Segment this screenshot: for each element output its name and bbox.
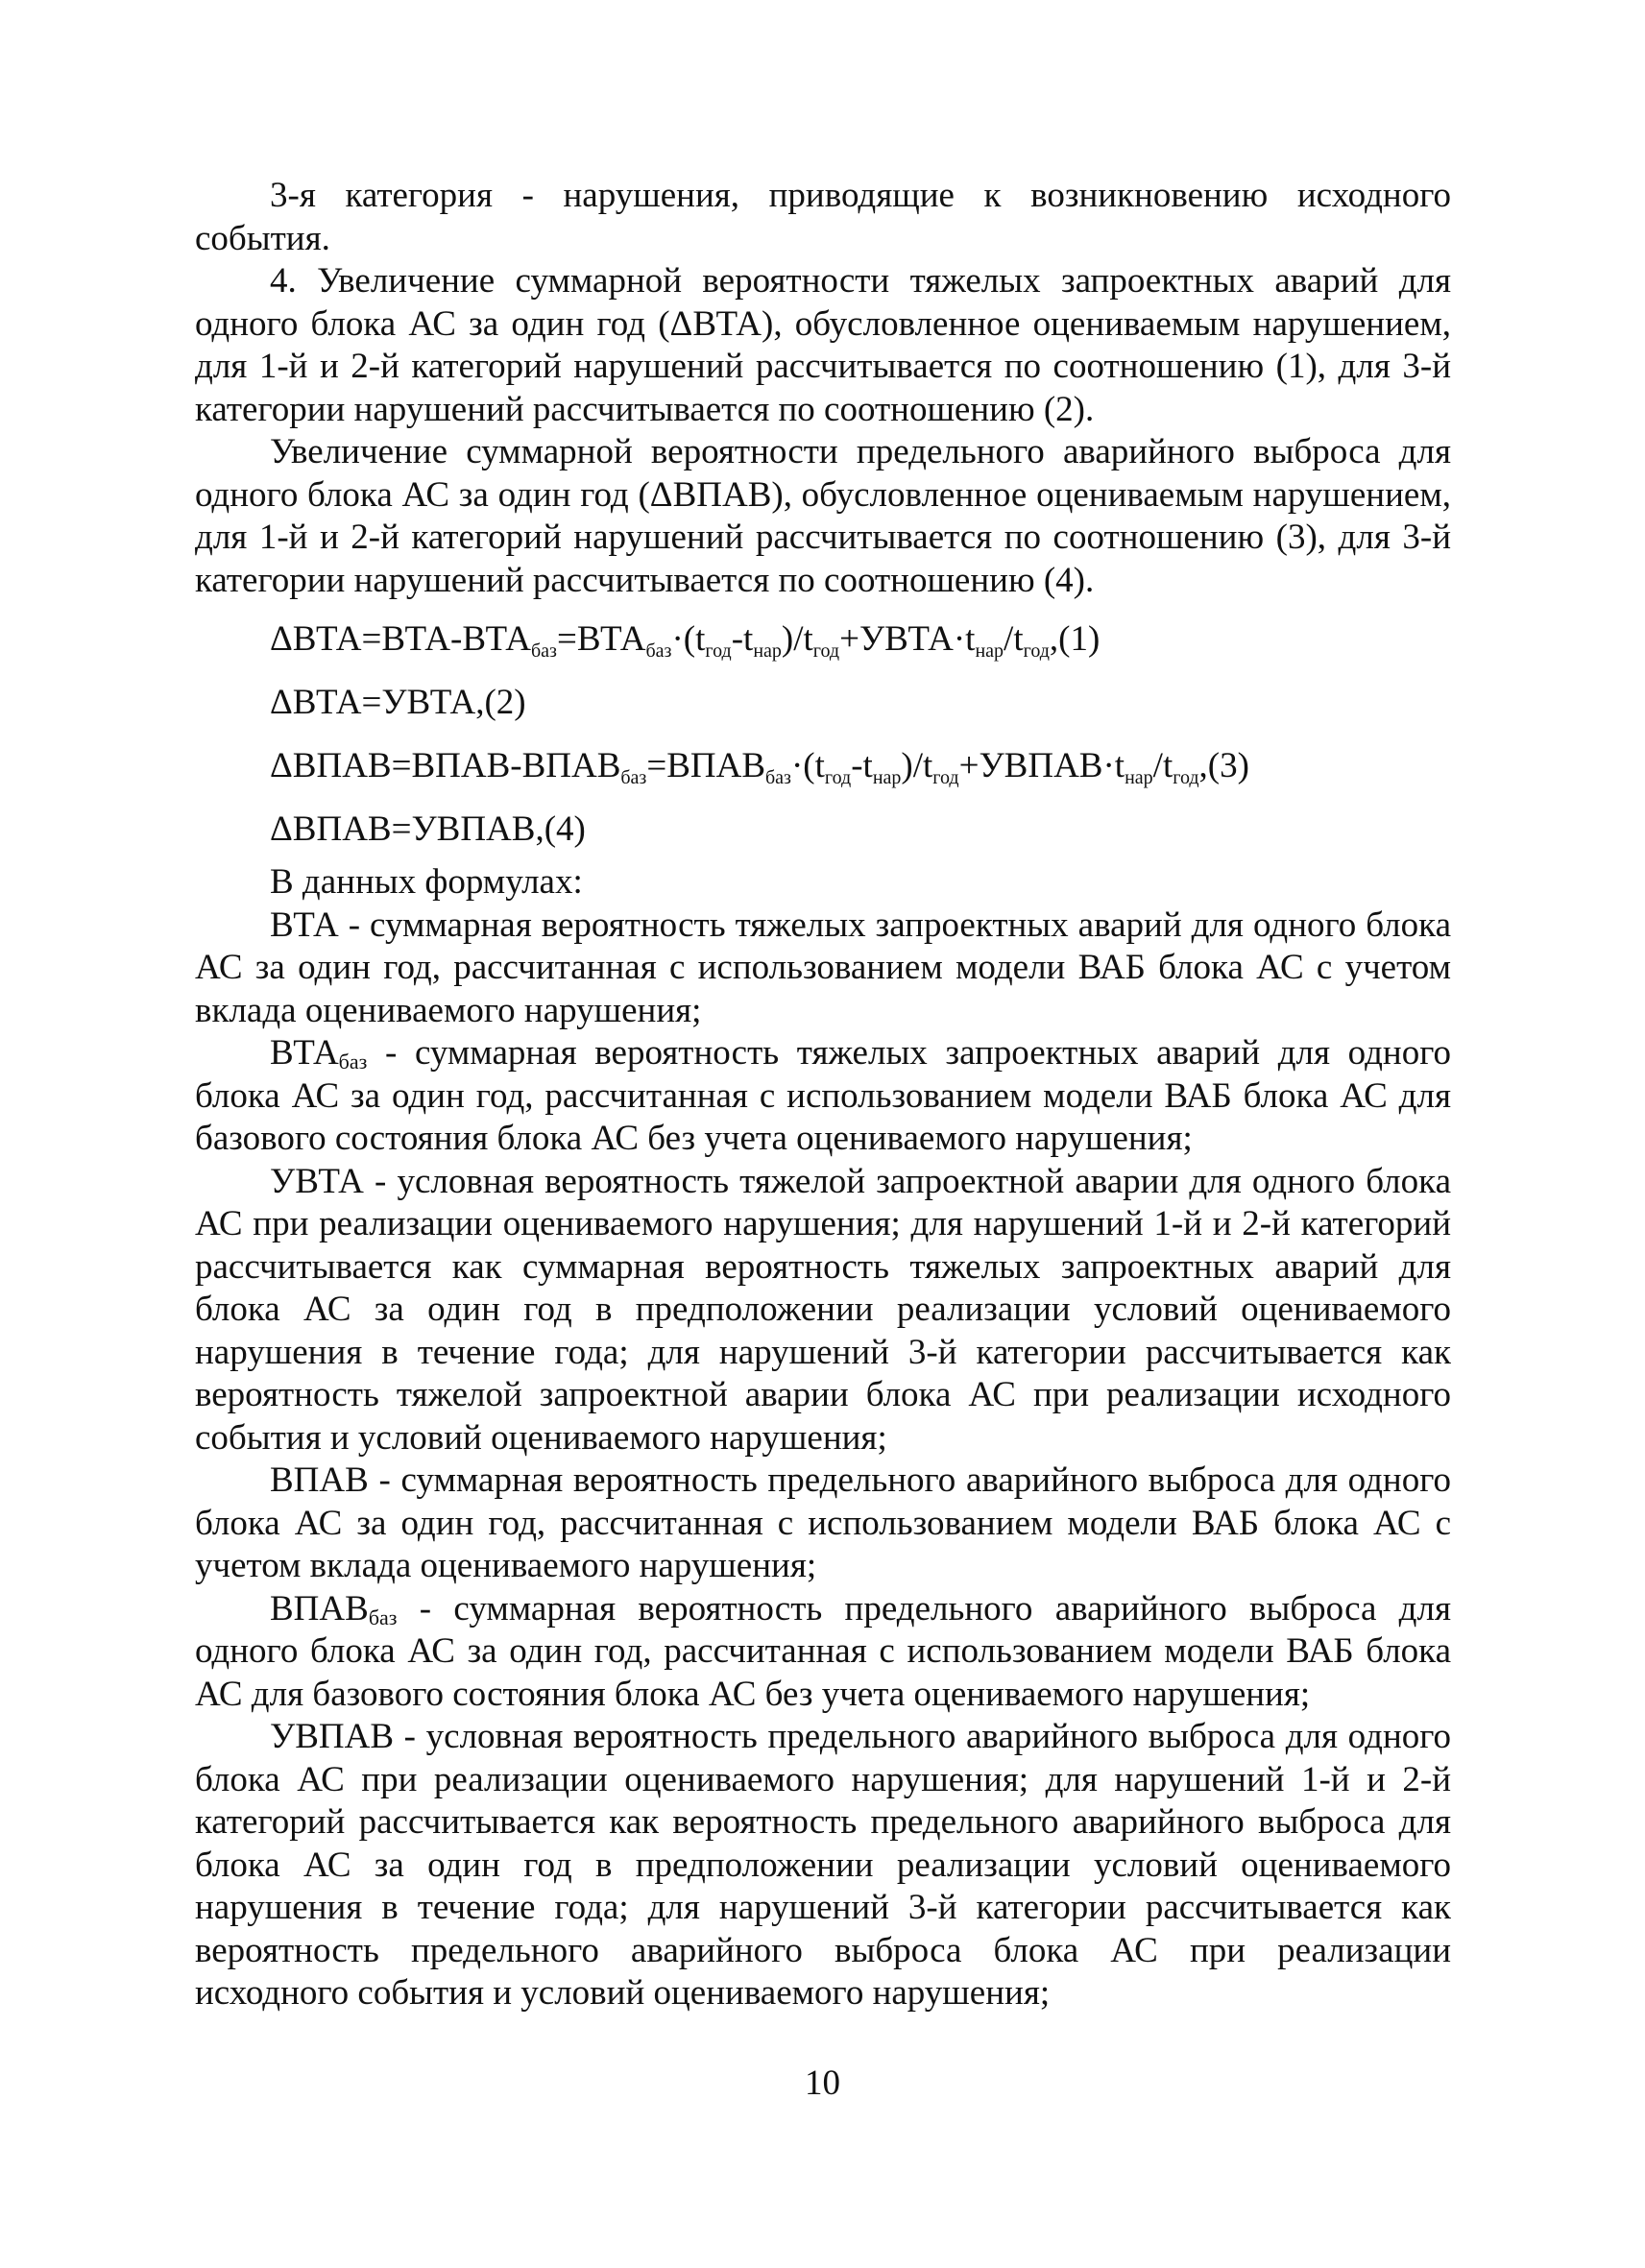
definition-text: - условная вероятность предельного аварийного выброса для одного блока АС при реализации оцениваемого нарушения; для нарушений 1-й и 2-й категорий рассчитывается как вероятность предельного аварийного выброса для блока АС за один год в предположении реализации условий оцениваемого нарушения в течение года; для нарушений 3-й категории рассчитывается как вероятность предельного аварийного выброса блока АС при реализации исходного события и условий оцениваемого нарушения; <box>195 1717 1451 2013</box>
definition-uvta <box>195 1161 1451 1460</box>
definition-term-subscript: баз <box>368 1604 398 1629</box>
definition-text: - суммарная вероятность тяжелых запроектных аварий для одного блока АС за один год, рассчитанная с использованием модели ВАБ блока АС для базового состояния блока АС без учета оцениваемого нарушения; <box>195 1033 1451 1158</box>
definition-term: ВТА <box>270 1033 339 1073</box>
paragraph-vpav-increase: Увеличение суммарной вероятности предельного аварийного выброса для одного блока АС за один год (ΔВПАВ), обусловленное оцениваемым нарушением, для 1-й и 2-й категорий нарушений рассчитывается по соотношению (3), для 3-й категории нарушений рассчитывается по соотношению (4). <box>195 432 1451 600</box>
paragraph-category-3: 3-я категория - нарушения, приводящие к возникновению исходного события. <box>195 176 1451 258</box>
formula-4: ΔВПАВ=УВПАВ,(4) <box>270 809 586 849</box>
definition-vpav <box>195 1460 1451 1588</box>
definition-term: УВТА <box>270 1161 364 1201</box>
formula-3: $\Delta ВПАВ=ВПАВ-ВПАВ_{баз}=ВПАВ_{баз}\cdot(t_{год}-t_{нар})/t_{год}+УВПАВ\cdot t_{нар}/t_{год},(3)$ <box>270 746 1249 788</box>
definition-text: - суммарная вероятность предельного аварийного выброса для одного блока АС за один год, рассчитанная с использованием модели ВАБ блока АС для базового состояния блока АС без учета оцениваемого нарушения; <box>195 1588 1451 1714</box>
definition-text: - суммарная вероятность предельного аварийного выброса для одного блока АС за один год, рассчитанная с использованием модели ВАБ блока АС с учетом вклада оцениваемого нарушения; <box>195 1460 1451 1585</box>
definition-term: ВПАВ <box>270 1460 369 1500</box>
definition-vta <box>195 905 1451 1033</box>
definition-text: - условная вероятность тяжелой запроектной аварии для одного блока АС при реализации оцениваемого нарушения; для нарушений 1-й и 2-й категорий рассчитывается как суммарная вероятность тяжелых запроектных аварий для блока АС за один год в предположении реализации условий оцениваемого нарушения в течение года; для нарушений 3-й категории рассчитывается как вероятность тяжелой запроектной аварии блока АС при реализации исходного события и условий оцениваемого нарушения; <box>195 1161 1451 1458</box>
page-body <box>195 175 1451 2015</box>
page-number: 10 <box>805 2063 840 2103</box>
definition-term: ВТА <box>270 905 339 945</box>
definition-term: ВПАВ <box>270 1588 369 1629</box>
definition-text: - суммарная вероятность тяжелых запроектных аварий для одного блока АС за один год, рассчитанная с использованием модели ВАБ блока АС с учетом вклада оцениваемого нарушения; <box>195 905 1451 1030</box>
definition-vta-baz <box>195 1032 1451 1161</box>
definition-uvpav <box>195 1716 1451 2015</box>
definition-term-subscript: баз <box>338 1050 368 1074</box>
paragraph-item-4: 4. Увеличение суммарной вероятности тяжелых запроектных аварий для одного блока АС за один год (ΔВТА), обусловленное оцениваемым нарушением, для 1-й и 2-й категорий нарушений рассчитывается по соотношению (1), для 3-й категории нарушений рассчитывается по соотношению (2). <box>195 261 1451 429</box>
formulas-intro: В данных формулах: <box>270 862 583 902</box>
definition-vpav-baz <box>195 1588 1451 1717</box>
definition-term: УВПАВ <box>270 1717 394 1756</box>
formula-1: $\Delta ВТА=ВТА-ВТА_{баз}=ВТА_{баз}\cdot(t_{год}-t_{нар})/t_{год}+УВТА\cdot t_{нар}/t_{год},(1)$ <box>270 619 1101 662</box>
formula-2: ΔВТА=УВТА,(2) <box>270 683 526 722</box>
